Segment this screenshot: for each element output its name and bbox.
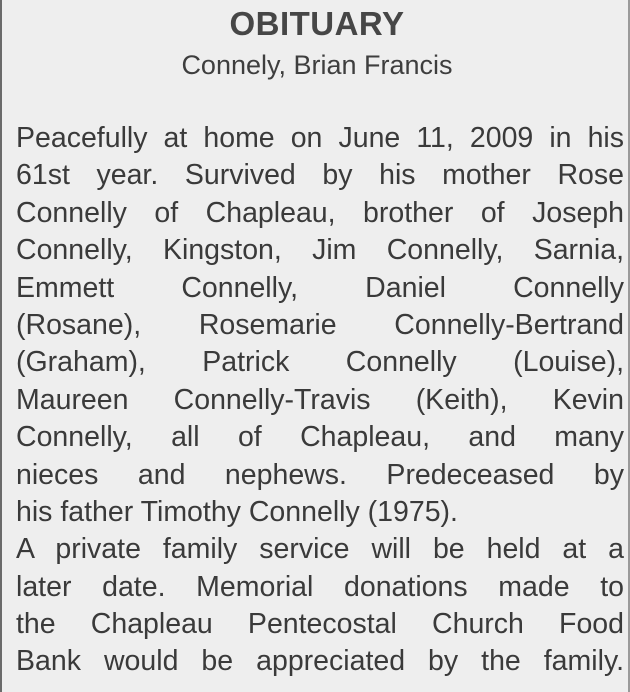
body-line: (Rosane), Rosemarie Connelly-Bertrand bbox=[16, 308, 624, 341]
obituary-heading: OBITUARY bbox=[229, 5, 405, 42]
deceased-name: Connely, Brian Francis bbox=[181, 50, 453, 80]
body-line: Emmett Connelly, Daniel Connelly bbox=[16, 271, 624, 304]
body-line: Maureen Connelly-Travis (Keith), Kevin bbox=[16, 383, 624, 416]
body-line: the Chapleau Pentecostal Church Food bbox=[16, 608, 624, 641]
body-line: 61st year. Survived by his mother Rose bbox=[16, 159, 624, 192]
body-line: Connelly, all of Chapleau, and many bbox=[16, 421, 624, 454]
body-line: nieces and nephews. Predeceased by bbox=[16, 458, 624, 491]
body-line: (Graham), Patrick Connelly (Louise), bbox=[16, 346, 624, 379]
body-line: later date. Memorial donations made to bbox=[16, 570, 624, 603]
body-line: Bank would be appreciated by the family. bbox=[16, 645, 624, 678]
body-line: Peacefully at home on June 11, 2009 in his bbox=[16, 122, 624, 154]
body-line: Connelly, Kingston, Jim Connelly, Sarnia, bbox=[16, 234, 624, 267]
body-line: his father Timothy Connelly (1975). bbox=[16, 495, 458, 528]
obituary-body bbox=[16, 120, 624, 681]
body-line: A private family service will be held at a bbox=[16, 533, 624, 566]
body-line: Connelly of Chapleau, brother of Joseph bbox=[16, 196, 624, 229]
